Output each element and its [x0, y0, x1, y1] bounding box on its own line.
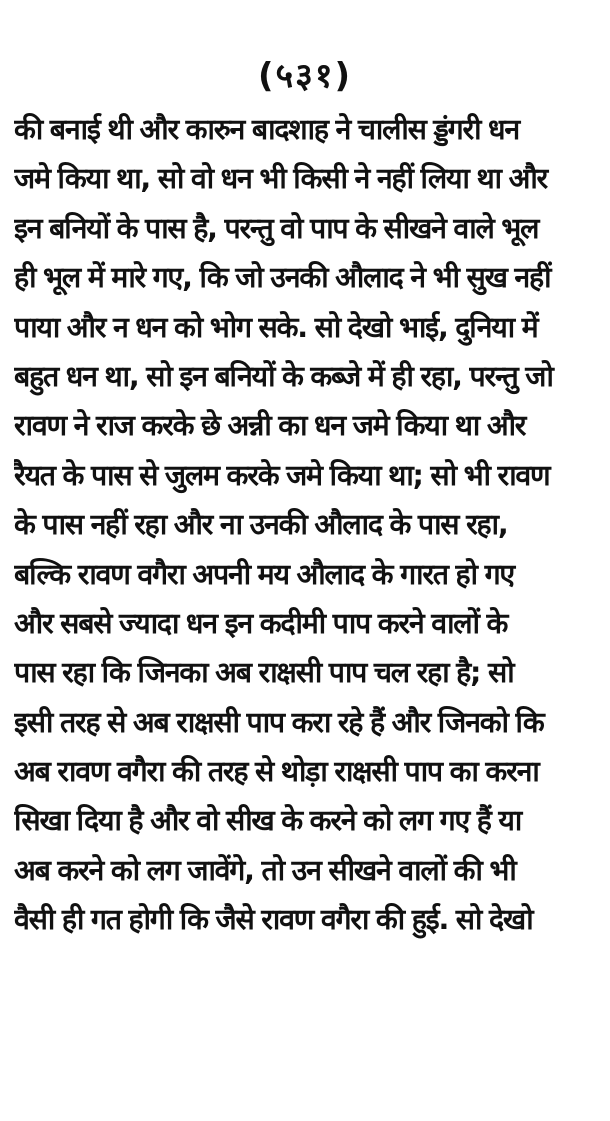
text-line-9: के पास नहीं रहा और ना उनकी औलाद के पास रहा,	[14, 508, 508, 542]
text-line-4: ही भूल में मारे गए, कि जो उनकी औलाद ने भी सुख नहीं	[14, 261, 551, 295]
text-line-10: बल्कि रावण वगैरा अपनी मय औलाद के गारत हो गए	[14, 557, 514, 591]
page-number: (५३१)	[257, 56, 353, 96]
text-line-16: अब करने को लग जावेंगे, तो उन सीखने वालों की भी	[14, 853, 516, 887]
text-line-8: रैयत के पास से जुलम करके जमे किया था; सो भी रावण	[14, 458, 550, 492]
body-text	[14, 105, 600, 945]
text-line-3: इन बनियों के पास है, परन्तु वो पाप के सीखने वाले भूल	[14, 211, 539, 245]
text-line-12: पास रहा कि जिनका अब राक्षसी पाप चल रहा है; सो	[14, 656, 514, 690]
text-line-15: सिखा दिया है और वो सीख के करने को लग गए हैं या	[14, 804, 522, 838]
text-line-14: अब रावण वगैरा की तरह से थोड़ा राक्षसी पाप का करना	[14, 755, 539, 789]
text-line-11: और सबसे ज्यादा धन इन कदीमी पाप करने वालों के	[14, 606, 508, 640]
text-line-1: की बनाई थी और कारुन बादशाह ने चालीस ड्डंगरी धन	[14, 113, 519, 146]
text-line-7: रावण ने राज करके छे अन्नी का धन जमे किया था और	[14, 409, 526, 443]
text-line-6: बहुत धन था, सो इन बनियों के कब्जे में ही रहा, परन्तु जो	[14, 359, 553, 393]
text-line-17: वैसी ही गत होगी कि जैसे रावण वगैरा की हुई. सो देखो	[14, 903, 533, 937]
text-line-2: जमे किया था, सो वो धन भी किसी ने नहीं लिया था और	[14, 162, 547, 196]
text-line-5: पाया और न धन को भोग सके. सो देखो भाई, दुनिया में	[14, 310, 538, 344]
text-line-13: इसी तरह से अब राक्षसी पाप करा रहे हैं और जिनको कि	[14, 705, 544, 739]
